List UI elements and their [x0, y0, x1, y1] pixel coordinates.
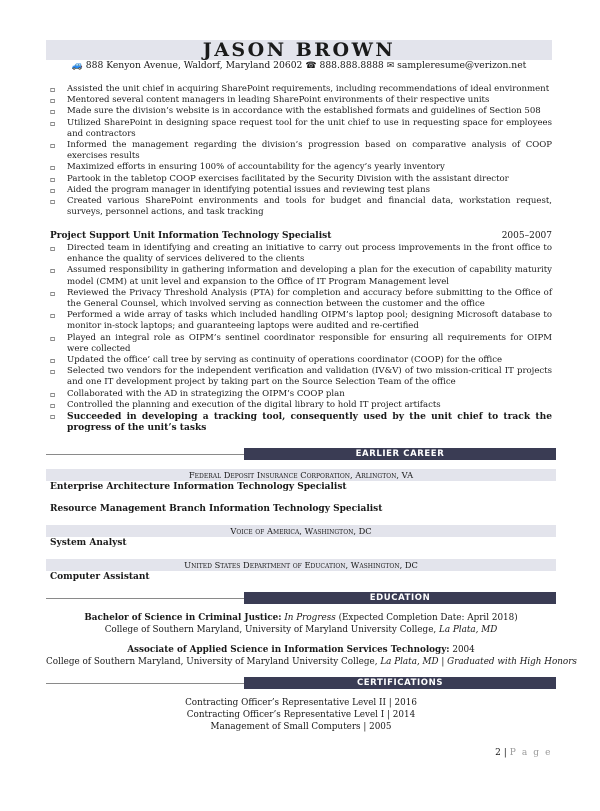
role-title: Resource Management Branch Information Technology Specialist	[50, 504, 383, 514]
section-education	[46, 592, 556, 604]
car-icon: 🚙	[71, 61, 83, 71]
job-bullets	[50, 243, 552, 433]
bullet: ▫ Mentored several content managers in leading SharePoint environments of their respective units	[50, 95, 552, 106]
bullet: ▫ Played an integral role as OIPM’s sentinel coordinator responsible for ensuring all requirements for OIPM were collected	[50, 333, 552, 355]
degree-1	[46, 613, 556, 625]
envelope-icon: ✉	[386, 61, 395, 71]
role-title: Enterprise Architecture Information Technology Specialist	[50, 482, 347, 492]
bullet: ▫ Updated the office’ call tree by serving as continuity of operations coordinator (COOP) for the office	[50, 355, 552, 366]
bullet: ▫ Informed the management regarding the division’s progression based on comparative analysis of COOP exercises results	[50, 140, 552, 162]
page-label: P a g e	[509, 748, 552, 758]
job-heading	[50, 230, 552, 242]
email: sampleresume@verizon.net	[397, 60, 527, 71]
degree-2	[46, 645, 556, 657]
employer-1: Federal Deposit Insurance Corporation, Arlington, VA	[46, 469, 556, 481]
school: College of Southern Maryland, University of Maryland University College,	[46, 657, 378, 667]
phone-icon: ☎	[305, 61, 317, 71]
page-number	[495, 748, 552, 758]
divider	[46, 683, 246, 684]
school-location: La Plata, MD	[439, 625, 498, 635]
degree-year: 2004	[452, 645, 475, 655]
divider	[46, 454, 246, 455]
bullet: ▫ Utilized SharePoint in designing space request tool for the unit chief to use in requesting space for employees and contractors	[50, 118, 552, 140]
role-title: System Analyst	[50, 538, 127, 548]
bullet: ▫ Performed a wide array of tasks which included handling OIPM’s laptop pool; designing Microsoft database to monitor in-stock laptops; and guaranteeing laptops were audited and re-certified	[50, 310, 552, 332]
certification: Contracting Officer’s Representative Level I | 2014	[186, 710, 416, 720]
section-heading: CERTIFICATIONS	[244, 677, 556, 689]
bullet: ▫ Maximized efforts in ensuring 100% of accountability for the agency’s yearly inventory	[50, 162, 552, 173]
bullet-highlight: ▫ Succeeded in developing a tracking tool, consequently used by the unit chief to track the progress of the unit’s tasks	[50, 411, 552, 433]
job-dates: 2005–2007	[501, 231, 552, 241]
school: College of Southern Maryland, University of Maryland University College,	[104, 625, 437, 635]
school-location: La Plata, MD | Graduated with High Honors	[380, 657, 577, 667]
section-heading: EDUCATION	[244, 592, 556, 604]
section-heading: EARLIER CAREER	[244, 448, 556, 460]
employer-2: Voice of America, Washington, DC	[46, 525, 556, 537]
prior-job-bullets	[50, 84, 552, 218]
degree-2-school	[46, 657, 577, 669]
degree-name: Bachelor of Science in Criminal Justice:	[84, 613, 282, 623]
page-number-value: 2	[495, 748, 501, 758]
section-certifications	[46, 677, 556, 689]
degree-status: In Progress	[284, 613, 336, 623]
bullet: ▫ Created various SharePoint environments and tools for budget and financial data, workstation request, surveys, personnel actions, and task tracking	[50, 196, 552, 218]
degree-1-school	[46, 625, 556, 637]
degree-note: (Expected Completion Date: April 2018)	[338, 613, 518, 623]
phone: 888.888.8888	[319, 60, 384, 71]
bullet: ▫ Directed team in identifying and creating an initiative to carry out process improvements in the front office to enhance the quality of services delivered to the clients	[50, 243, 552, 265]
section-earlier-career	[46, 448, 556, 460]
bullet: ▫ Collaborated with the AD in strategizing the OIPM’s COOP plan	[50, 389, 552, 400]
address: 888 Kenyon Avenue, Waldorf, Maryland 20602	[85, 60, 303, 71]
role-title: Computer Assistant	[50, 572, 150, 582]
bullet: ▫ Controlled the planning and execution of the digital library to hold IT project artifacts	[50, 400, 552, 411]
bullet: ▫ Made sure the division’s website is in accordance with the established formats and guidelines of Section 508	[50, 106, 552, 117]
bullet: ▫ Assumed responsibility in gathering information and developing a plan for the execution of capability maturity model (CMM) at unit level and expansion to the Office of IT Program Management level	[50, 265, 552, 287]
certification: Contracting Officer’s Representative Level II | 2016	[185, 698, 417, 708]
job-title: Project Support Unit Information Technology Specialist	[50, 231, 332, 241]
bullet: ▫ Selected two vendors for the independent verification and validation (IV&V) of two mission-critical IT projects and one IT development project by taking part on the Source Selection Team of the office	[50, 366, 552, 388]
employer-3: United States Department of Education, Washington, DC	[46, 559, 556, 571]
bullet: ▫ Reviewed the Privacy Threshold Analysis (PTA) for completion and accuracy before submitting to the Office of the General Counsel, which involved serving as connection between the customer and the office	[50, 288, 552, 310]
bullet: ▫ Assisted the unit chief in acquiring SharePoint requirements, including recommendations of ideal environment	[50, 84, 552, 95]
contact-line	[46, 60, 552, 72]
certification: Management of Small Computers | 2005	[210, 722, 392, 732]
degree-name: Associate of Applied Science in Information Services Technology:	[127, 645, 450, 655]
page-separator: |	[503, 748, 507, 758]
candidate-name: JASON BROWN	[202, 39, 396, 61]
bullet: ▫ Aided the program manager in identifying potential issues and reviewing test plans	[50, 185, 552, 196]
divider	[46, 598, 246, 599]
bullet: ▫ Partook in the tabletop COOP exercises facilitated by the Security Division with the assistant director	[50, 174, 552, 185]
